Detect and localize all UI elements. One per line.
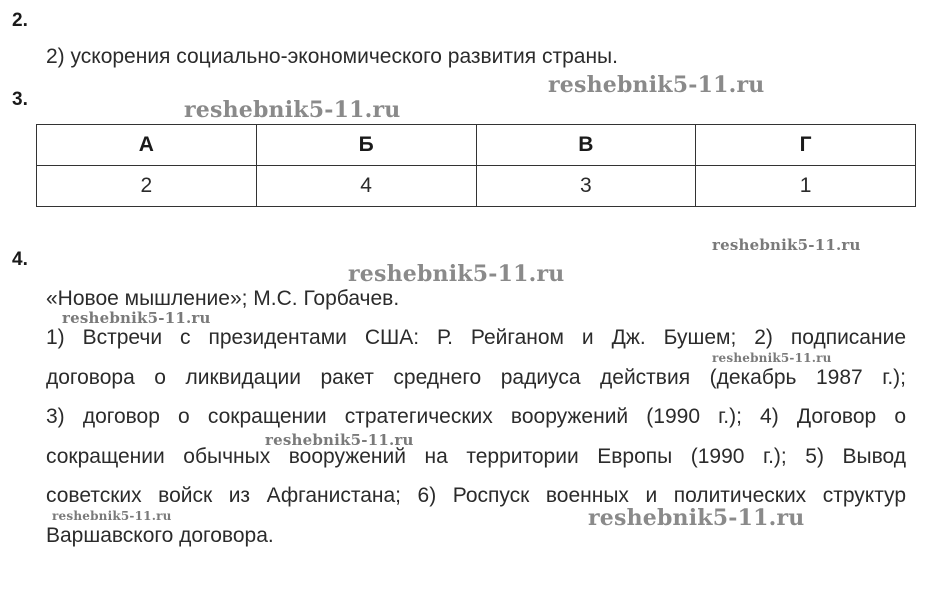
answer-table-header: Б: [256, 125, 476, 166]
answer-table-header: В: [476, 125, 696, 166]
task-4-line: договора о ликвидации ракет среднего радиуса действия (декабрь 1987 г.);: [46, 366, 906, 389]
task-3-number: 3.: [12, 89, 28, 110]
answer-table: [36, 124, 916, 207]
watermark: reshebnik5-11.ru: [712, 351, 832, 365]
watermark: reshebnik5-11.ru: [52, 509, 172, 523]
task-4-last-line: Варшавского договора.: [46, 524, 274, 547]
answer-table-header-row: [37, 125, 916, 166]
task-4-line: сокращении обычных вооружений на территории Европы (1990 г.); 5) Вывод: [46, 445, 906, 468]
watermark: reshebnik5-11.ru: [548, 72, 765, 98]
task-4-number: 4.: [12, 249, 28, 270]
answer-table-header: Г: [696, 125, 916, 166]
answer-table-cell: 2: [37, 166, 257, 207]
answer-table-value-row: [37, 166, 916, 207]
watermark: reshebnik5-11.ru: [588, 505, 805, 531]
task-4-line: 3) договор о сокращении стратегических вооружений (1990 г.); 4) Договор о: [46, 405, 906, 428]
task-2-answer: 2) ускорения социально-экономического развития страны.: [46, 45, 618, 68]
answer-table-cell: 4: [256, 166, 476, 207]
watermark: reshebnik5-11.ru: [62, 309, 211, 327]
watermark: reshebnik5-11.ru: [712, 236, 861, 254]
watermark: reshebnik5-11.ru: [184, 97, 401, 123]
answer-table-cell: 1: [696, 166, 916, 207]
answer-table-cell: 3: [476, 166, 696, 207]
answer-table-header: А: [37, 125, 257, 166]
watermark: reshebnik5-11.ru: [348, 261, 565, 287]
watermark: reshebnik5-11.ru: [265, 431, 414, 449]
task-4-line: советских войск из Афганистана; 6) Роспуск военных и политических структур: [46, 484, 906, 507]
task-4-line: 1) Встречи с президентами США: Р. Рейганом и Дж. Бушем; 2) подписание: [46, 326, 906, 349]
task-4-intro: «Новое мышление»; М.С. Горбачев.: [46, 287, 400, 310]
task-2-number: 2.: [12, 10, 28, 31]
